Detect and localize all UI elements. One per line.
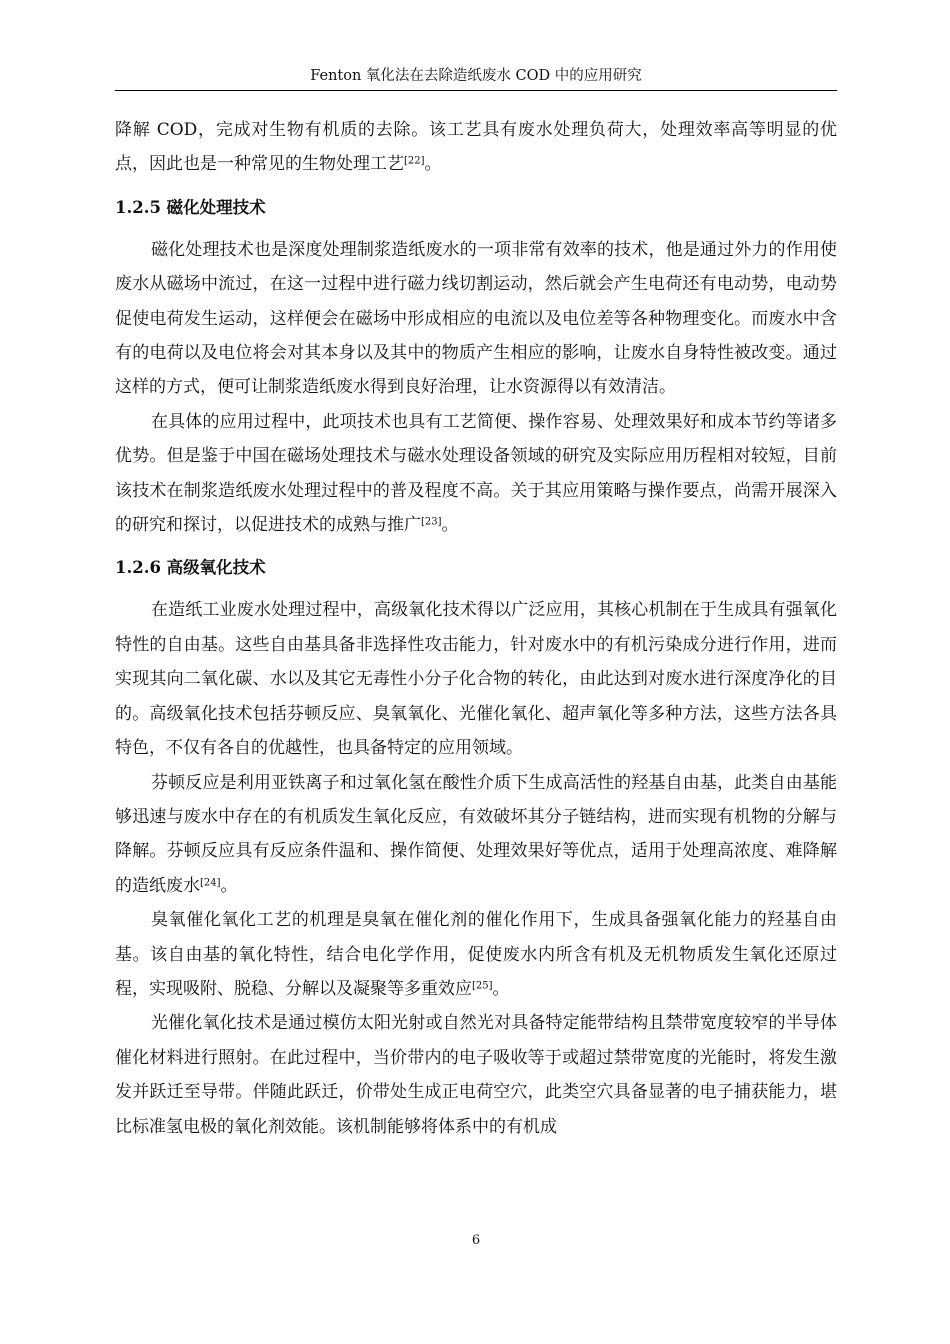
header-rule bbox=[115, 90, 837, 91]
body-text bbox=[115, 113, 837, 1144]
paragraph bbox=[115, 405, 837, 543]
citation-ref: [25] bbox=[472, 980, 493, 992]
citation-ref: [22] bbox=[404, 155, 425, 167]
paragraph bbox=[115, 766, 837, 904]
paragraph-end: 。 bbox=[492, 978, 510, 999]
paragraph-text: 在具体的应用过程中，此项技术也具有工艺简便、操作容易、处理效果好和成本节约等诸多优势。但是鉴于中国在磁场处理技术与磁水处理设备领域的研究及实际应用历程相对较短，目前该技术在制浆造纸废水处理过程中的普及程度不高。关于其应用策略与操作要点，尚需开展深入的研究和探讨，以促进技术的成熟与推广 bbox=[115, 411, 837, 536]
page-number: 6 bbox=[471, 1233, 481, 1248]
paragraph-end: 。 bbox=[424, 154, 442, 175]
paragraph-end: 。 bbox=[220, 875, 238, 896]
paragraph: 磁化处理技术也是深度处理制浆造纸废水的一项非常有效率的技术，他是通过外力的作用使废水从磁场中流过，在这一过程中进行磁力线切割运动，然后就会产生电荷还有电动势，电动势促使电荷发生运动，这样便会在磁场中形成相应的电流以及电位差等各种物理变化。而废水中含有的电荷以及电位将会对其本身以及其中的物质产生相应的影响，让废水自身特性被改变。通过这样的方式，便可让制浆造纸废水得到良好治理，让水资源得以有效清洁。 bbox=[115, 239, 837, 398]
citation-ref: [23] bbox=[421, 516, 442, 528]
paragraph-text: 降解 COD，完成对生物有机质的去除。该工艺具有废水处理负荷大，处理效率高等明显的优点，因此也是一种常见的生物处理工艺 bbox=[115, 120, 837, 175]
section-heading-1-2-5: 1.2.5 磁化处理技术 bbox=[115, 197, 266, 217]
section-heading-1-2-6: 1.2.6 高级氧化技术 bbox=[115, 558, 266, 578]
running-header: Fenton 氧化法在去除造纸废水 COD 中的应用研究 bbox=[310, 68, 642, 84]
paragraph: 光催化氧化技术是通过模仿太阳光射或自然光对具备特定能带结构且禁带宽度较窄的半导体催化材料进行照射。在此过程中，当价带内的电子吸收等于或超过禁带宽度的光能时，将发生激发并跃迁至导带。伴随此跃迁，价带处生成正电荷空穴，此类空穴具备显著的电子捕获能力，堪比标准氢电极的氧化剂效能。该机制能够将体系中的有机成 bbox=[115, 1013, 837, 1137]
paragraph bbox=[115, 903, 837, 1006]
citation-ref: [24] bbox=[200, 877, 221, 889]
paragraph-text: 臭氧催化氧化工艺的机理是臭氧在催化剂的催化作用下，生成具备强氧化能力的羟基自由基。该自由基的氧化特性，结合电化学作用，促使废水内所含有机及无机物质发生氧化还原过程，实现吸附、脱稳、分解以及凝聚等多重效应 bbox=[115, 910, 837, 999]
paragraph-end: 。 bbox=[441, 515, 459, 536]
paragraph-continuation bbox=[115, 113, 837, 182]
paragraph: 在造纸工业废水处理过程中，高级氧化技术得以广泛应用，其核心机制在于生成具有强氧化特性的自由基。这些自由基具备非选择性攻击能力，针对废水中的有机污染成分进行作用，进而实现其向二氧化碳、水以及其它无毒性小分子化合物的转化，由此达到对废水进行深度净化的目的。高级氧化技术包括芬顿反应、臭氧氧化、光催化氧化、超声氧化等多种方法，这些方法各具特色，不仅有各自的优越性，也具备特定的应用领域。 bbox=[115, 600, 837, 759]
paragraph-text: 芬顿反应是利用亚铁离子和过氧化氢在酸性介质下生成高活性的羟基自由基，此类自由基能够迅速与废水中存在的有机质发生氧化反应，有效破坏其分子链结构，进而实现有机物的分解与降解。芬顿反应具有反应条件温和、操作简便、处理效果好等优点，适用于处理高浓度、难降解的造纸废水 bbox=[115, 772, 837, 896]
